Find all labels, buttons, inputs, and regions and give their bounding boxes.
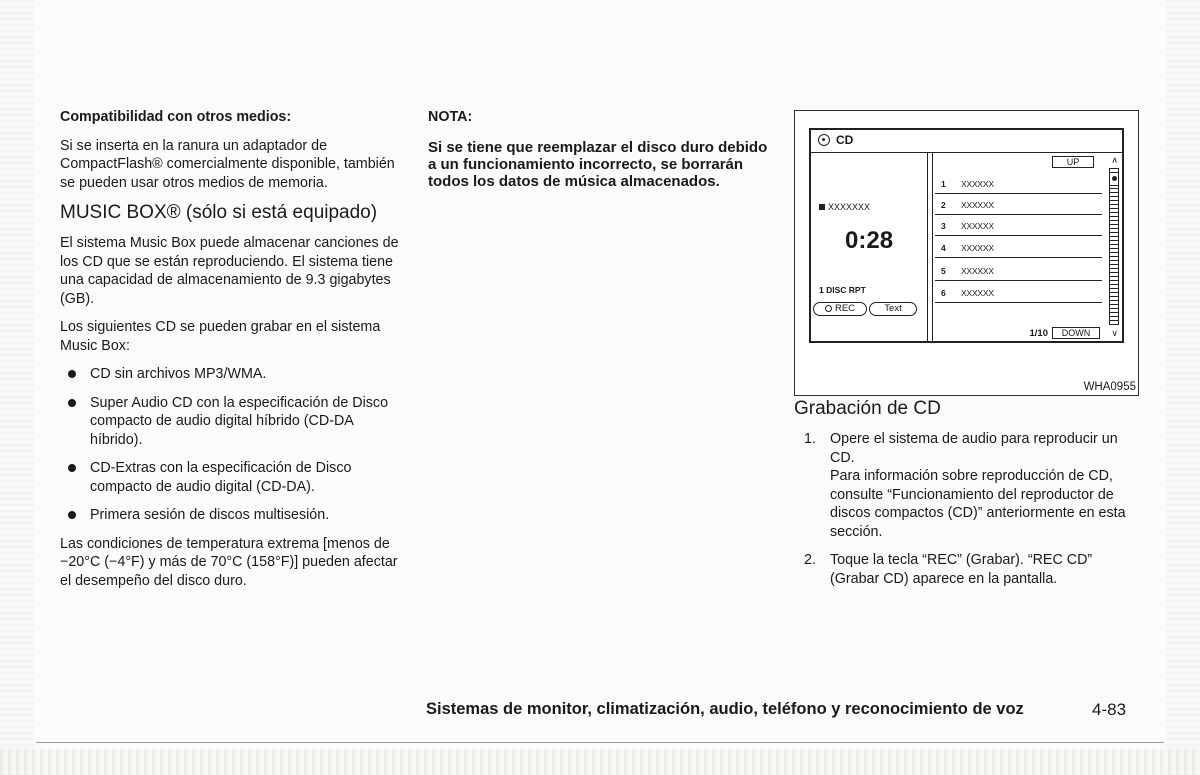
track-row[interactable]: 3 XXXXXX (935, 215, 1102, 236)
left-column (60, 108, 400, 600)
music-box-title: MUSIC BOX® (sólo si está equipado) (60, 202, 378, 223)
playback-pane (811, 152, 926, 341)
disc-icon (818, 134, 830, 146)
cd-screen-figure (794, 110, 1139, 396)
bullet-icon (68, 464, 76, 472)
nota-heading: NOTA: (428, 109, 473, 125)
rec-button[interactable]: REC (813, 302, 867, 316)
bullet-icon (68, 511, 76, 519)
track-list (935, 152, 1122, 341)
scan-edge-right (1166, 0, 1200, 775)
right-column (794, 396, 1139, 598)
footer-section-title: Sistemas de monitor, climatización, audio, teléfono y reconocimiento de voz (426, 700, 1024, 718)
play-time: 0:28 (845, 227, 894, 254)
compat-paragraph: Si se inserta en la ranura un adaptador de CompactFlash® comercialmente disponible, también se pueden usar otros medios de memoria. (60, 137, 395, 191)
chevron-up-icon[interactable]: ∧ (1111, 155, 1118, 165)
list-item: CD sin archivos MP3/WMA. (60, 365, 400, 384)
step-number: 1. (804, 431, 816, 447)
scan-edge-left (0, 0, 34, 775)
up-button[interactable]: UP (1052, 156, 1094, 168)
record-icon (825, 305, 832, 312)
compat-subheading: Compatibilidad con otros medios: (60, 109, 292, 125)
track-row[interactable]: 1 XXXXXX (935, 173, 1102, 194)
down-button[interactable]: DOWN (1052, 327, 1100, 339)
scan-edge-bottom (0, 749, 1200, 775)
track-row[interactable]: 5 XXXXXX (935, 260, 1102, 281)
step-text: Toque la tecla “REC” (Grabar). “REC CD” (Grabar CD) aparece en la pantalla. (830, 552, 1093, 587)
screen-title: CD (836, 133, 854, 147)
figure-code: WHA0955 (1083, 381, 1136, 393)
track-name: XXXXXXX (819, 202, 870, 212)
screen-header (811, 130, 1122, 153)
chevron-down-icon[interactable]: ∨ (1111, 328, 1118, 338)
bullet-icon (68, 399, 76, 407)
recordable-cd-intro: Los siguientes CD se pueden grabar en el sistema Music Box: (60, 319, 381, 354)
step-text: Opere el sistema de audio para reproducir un CD. (830, 431, 1118, 466)
bottom-rule (36, 742, 1164, 743)
list-item (794, 430, 1139, 541)
temperature-paragraph: Las condiciones de temperatura extrema [menos de −20°C (−4°F) y más de 70°C (158°F)] pueden afectar el desempeño del disco duro. (60, 535, 398, 589)
bullet-icon (68, 370, 76, 378)
pane-divider (927, 152, 933, 341)
track-row[interactable]: 6 XXXXXX (935, 282, 1102, 303)
page-indicator: 1/10 (1029, 328, 1048, 339)
list-item: Super Audio CD con la especificación de Disco compacto de audio digital híbrido (CD-DA híbrido). (60, 394, 400, 450)
music-box-paragraph: El sistema Music Box puede almacenar canciones de los CD que se están reproduciendo. El sistema tiene una capacidad de almacenamiento de 9.3 gigabytes (GB). (60, 235, 399, 307)
recordable-cd-list (60, 365, 400, 525)
nota-text: Si se tiene que reemplazar el disco duro debido a un funcionamiento incorrecto, se borrarán todos los datos de música almacenados. (428, 138, 768, 190)
track-row[interactable]: 4 XXXXXX (935, 237, 1102, 258)
scroll-thumb[interactable] (1109, 172, 1119, 186)
text-button[interactable]: Text (869, 302, 917, 316)
cd-recording-title: Grabación de CD (794, 398, 941, 419)
track-marker-icon (819, 204, 825, 210)
repeat-mode: 1 DISC RPT (819, 285, 866, 295)
list-item: Primera sesión de discos multisesión. (60, 506, 400, 525)
page-number: 4-83 (1092, 700, 1127, 719)
step-number: 2. (804, 552, 816, 568)
scrollbar[interactable] (1109, 168, 1119, 325)
middle-column (428, 108, 773, 190)
cd-screen (809, 128, 1124, 343)
list-item: CD-Extras con la especificación de Disco compacto de audio digital (CD-DA). (60, 459, 400, 496)
recording-steps (794, 430, 1139, 588)
list-item (794, 551, 1139, 588)
step-subtext: Para información sobre reproducción de CD, consulte “Funcionamiento del reproductor de discos compactos (CD)” anteriormente en esta sección. (830, 468, 1126, 540)
track-row[interactable]: 2 XXXXXX (935, 194, 1102, 215)
